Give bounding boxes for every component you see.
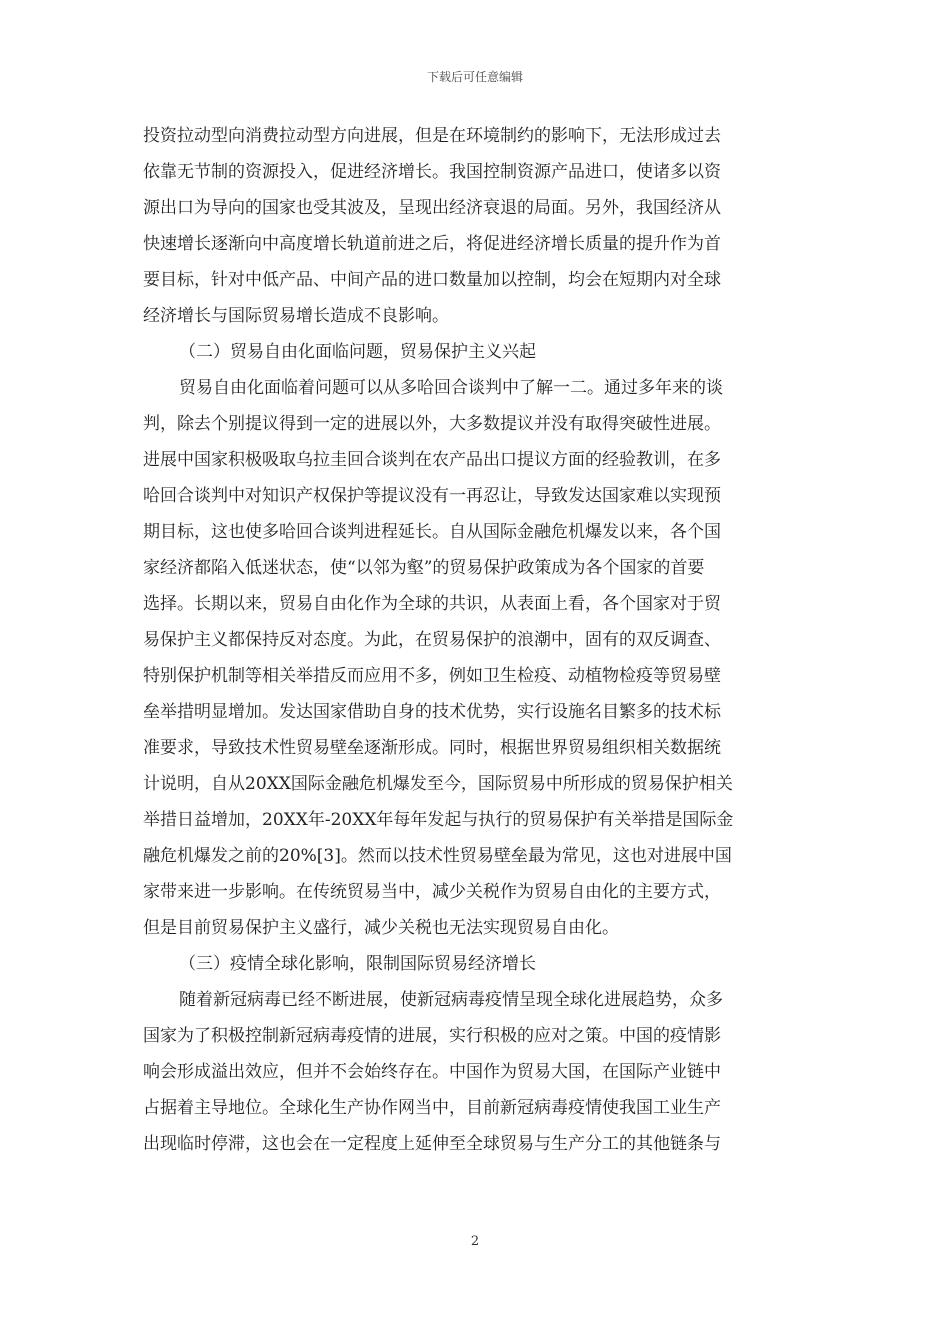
text-line: 随着新冠病毒已经不断进展，使新冠病毒疫情呈现全球化进展趋势，众多 [179,990,723,1010]
text-line: 要目标，针对中低产品、中间产品的进口数量加以控制，均会在短期内对全球 [143,270,721,290]
text-line: 国家为了积极控制新冠病毒疫情的进展，实行积极的应对之策。中国的疫情影 [143,1026,721,1046]
page-header: 下载后可任意编辑 [426,70,523,84]
text-line: 举措日益增加，20XX年-20XX年每年发起与执行的贸易保护有关举措是国际金 [143,810,734,830]
text-line: 快速增长逐渐向中高度增长轨道前进之后，将促进经济增长质量的提升作为首 [143,234,721,254]
text-line: 出现临时停滞，这也会在一定程度上延伸至全球贸易与生产分工的其他链条与 [143,1134,721,1154]
text-line: 哈回合谈判中对知识产权保护等提议没有一再忍让，导致发达国家难以实现预 [143,486,721,506]
text-line: 准要求，导致技术性贸易壁垒逐渐形成。同时，根据世界贸易组织相关数据统 [143,738,721,758]
text-line: 进展中国家积极吸取乌拉圭回合谈判在农产品出口提议方面的经验教训，在多 [143,450,721,470]
text-line: 占据着主导地位。全球化生产协作网当中，目前新冠病毒疫情使我国工业生产 [143,1098,721,1118]
text-line: 特别保护机制等相关举措反而应用不多，例如卫生检疫、动植物检疫等贸易壁 [143,666,721,686]
text-line: 计说明，自从20XX国际金融危机爆发至今，国际贸易中所形成的贸易保护相关 [143,774,733,794]
text-line: 投资拉动型向消费拉动型方向进展，但是在环境制约的影响下，无法形成过去 [143,126,721,146]
text-line: 贸易自由化面临着问题可以从多哈回合谈判中了解一二。通过多年来的谈 [179,378,723,398]
text-line: 依靠无节制的资源投入，促进经济增长。我国控制资源产品进口，使诸多以资 [143,162,721,182]
text-line: 家带来进一步影响。在传统贸易当中，减少关税作为贸易自由化的主要方式， [143,882,721,902]
text-line: 融危机爆发之前的20%[3]。然而以技术性贸易壁垒最为常见，这也对进展中国 [143,846,732,866]
text-line: 经济增长与国际贸易增长造成不良影响。 [143,306,449,326]
section-heading: （二）贸易自由化面临问题，贸易保护主义兴起 [179,342,536,362]
section-heading: （三）疫情全球化影响，限制国际贸易经济增长 [179,954,536,974]
text-line: 但是目前贸易保护主义盛行，减少关税也无法实现贸易自由化。 [143,918,619,938]
page-number: 2 [470,1234,480,1249]
body-text [143,118,809,1162]
text-line: 家经济都陷入低迷状态，使“以邻为壑”的贸易保护政策成为各个国家的首要 [143,558,705,578]
text-line: 响会形成溢出效应，但并不会始终存在。中国作为贸易大国，在国际产业链中 [143,1062,721,1082]
text-line: 判，除去个别提议得到一定的进展以外，大多数提议并没有取得突破性进展。 [143,414,721,434]
text-line: 垒举措明显增加。发达国家借助自身的技术优势，实行设施名目繁多的技术标 [143,702,721,722]
text-line: 源出口为导向的国家也受其波及，呈现出经济衰退的局面。另外，我国经济从 [143,198,721,218]
text-line: 选择。长期以来，贸易自由化作为全球的共识，从表面上看，各个国家对于贸 [143,594,721,614]
text-line: 期目标，这也使多哈回合谈判进程延长。自从国际金融危机爆发以来，各个国 [143,522,721,542]
text-line: 易保护主义都保持反对态度。为此，在贸易保护的浪潮中，固有的双反调查、 [143,630,721,650]
